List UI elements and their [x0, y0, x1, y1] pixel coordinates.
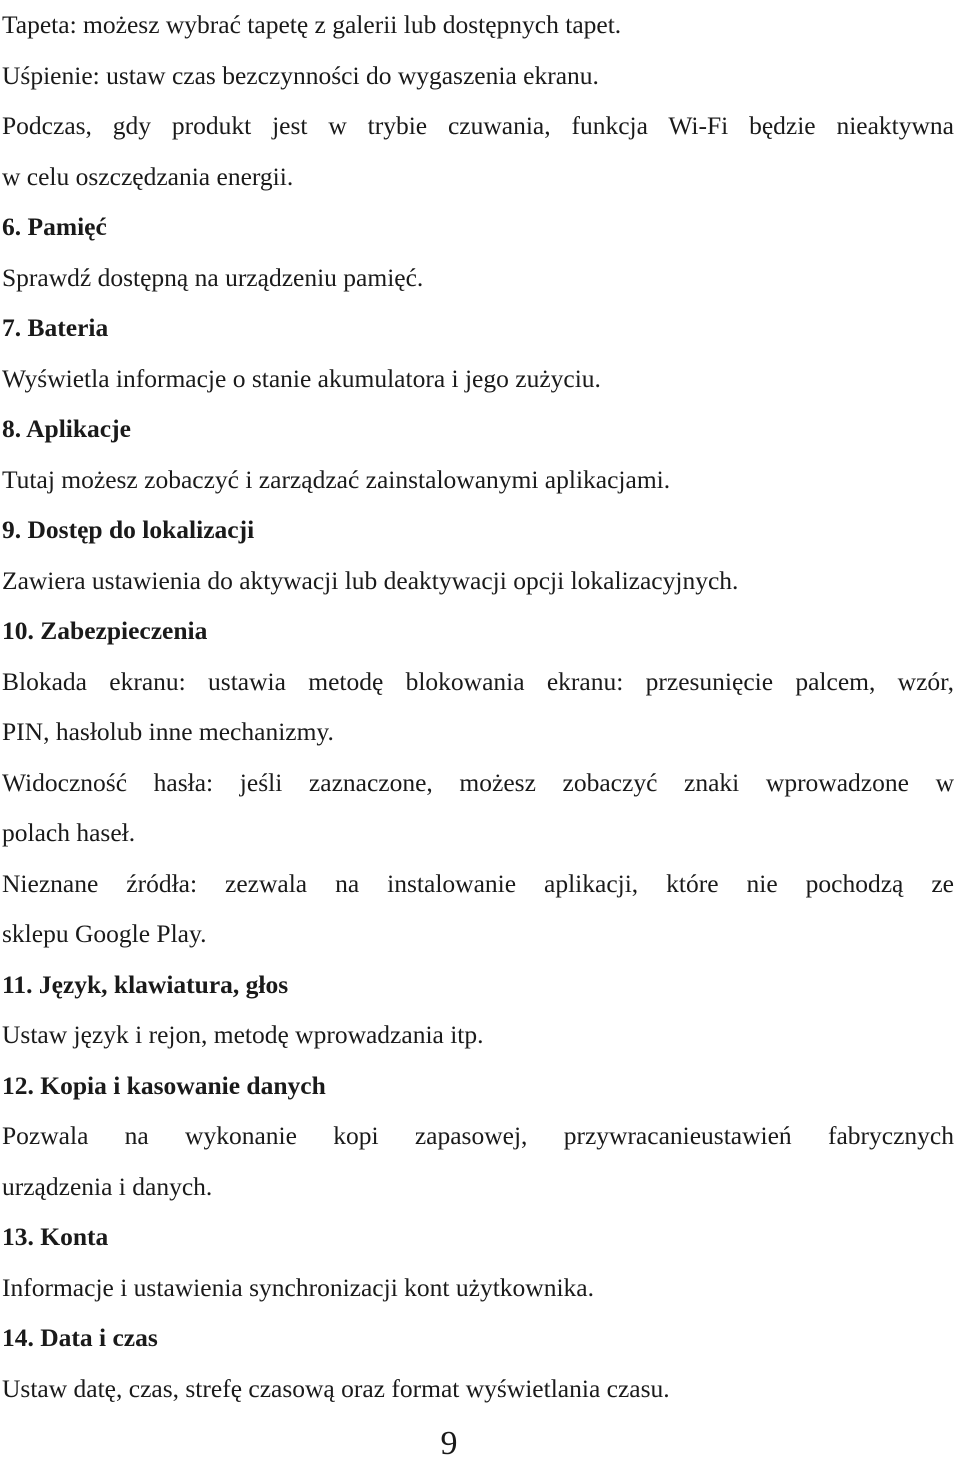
- paragraph-apps: Tutaj możesz zobaczyć i zarządzać zainstalowanymi aplikacjami.: [2, 464, 671, 494]
- section-heading-memory: 6. Pamięć: [2, 212, 107, 241]
- section-heading-accounts: 13. Konta: [2, 1222, 109, 1251]
- paragraph-accounts: Informacje i ustawienia synchronizacji kont użytkownika.: [2, 1272, 594, 1302]
- paragraph-standby-cont: w celu oszczędzania energii.: [2, 161, 294, 191]
- paragraph-password-visibility: Widoczność hasła: jeśli zaznaczone, możesz zobaczyć znaki wprowadzone w: [2, 767, 954, 797]
- section-heading-language: 11. Język, klawiatura, głos: [2, 969, 289, 999]
- paragraph-password-visibility-cont: polach haseł.: [2, 818, 136, 847]
- section-heading-location: 9. Dostęp do lokalizacji: [2, 515, 255, 544]
- paragraph-unknown-sources-cont: sklepu Google Play.: [2, 919, 207, 948]
- section-heading-date-time: 14. Data i czas: [2, 1323, 158, 1352]
- paragraph-memory: Sprawdź dostępną na urządzeniu pamięć.: [2, 262, 424, 292]
- paragraph-date-time: Ustaw datę, czas, strefę czasową oraz format wyświetlania czasu.: [2, 1373, 670, 1403]
- section-heading-apps: 8. Aplikacje: [2, 414, 131, 443]
- paragraph-backup-cont: urządzenia i danych.: [2, 1171, 213, 1201]
- section-heading-battery: 7. Bateria: [2, 313, 109, 342]
- paragraph-wallpaper: Tapeta: możesz wybrać tapetę z galerii lub dostępnych tapet.: [2, 10, 622, 39]
- paragraph-unknown-sources: Nieznane źródła: zezwala na instalowanie aplikacji, które nie pochodzą ze: [2, 868, 954, 898]
- paragraph-screen-lock-cont: PIN, hasłolub inne mechanizmy.: [2, 717, 334, 746]
- paragraph-battery: Wyświetla informacje o stanie akumulatora i jego zużyciu.: [2, 363, 601, 393]
- paragraph-location: Zawiera ustawienia do aktywacji lub deaktywacji opcji lokalizacyjnych.: [2, 565, 739, 595]
- paragraph-screen-lock: Blokada ekranu: ustawia metodę blokowania ekranu: przesunięcie palcem, wzór,: [2, 666, 954, 696]
- paragraph-sleep: Uśpienie: ustaw czas bezczynności do wygaszenia ekranu.: [2, 60, 599, 90]
- page-number: 9: [440, 1425, 458, 1462]
- section-heading-backup: 12. Kopia i kasowanie danych: [2, 1070, 326, 1100]
- document-page: [2, 0, 954, 1414]
- paragraph-standby: Podczas, gdy produkt jest w trybie czuwania, funkcja Wi-Fi będzie nieaktywna: [2, 111, 954, 140]
- paragraph-backup: Pozwala na wykonanie kopi zapasowej, przywracanieustawień fabrycznych: [2, 1121, 954, 1150]
- paragraph-language: Ustaw język i rejon, metodę wprowadzania itp.: [2, 1020, 484, 1049]
- section-heading-security: 10. Zabezpieczenia: [2, 616, 208, 645]
